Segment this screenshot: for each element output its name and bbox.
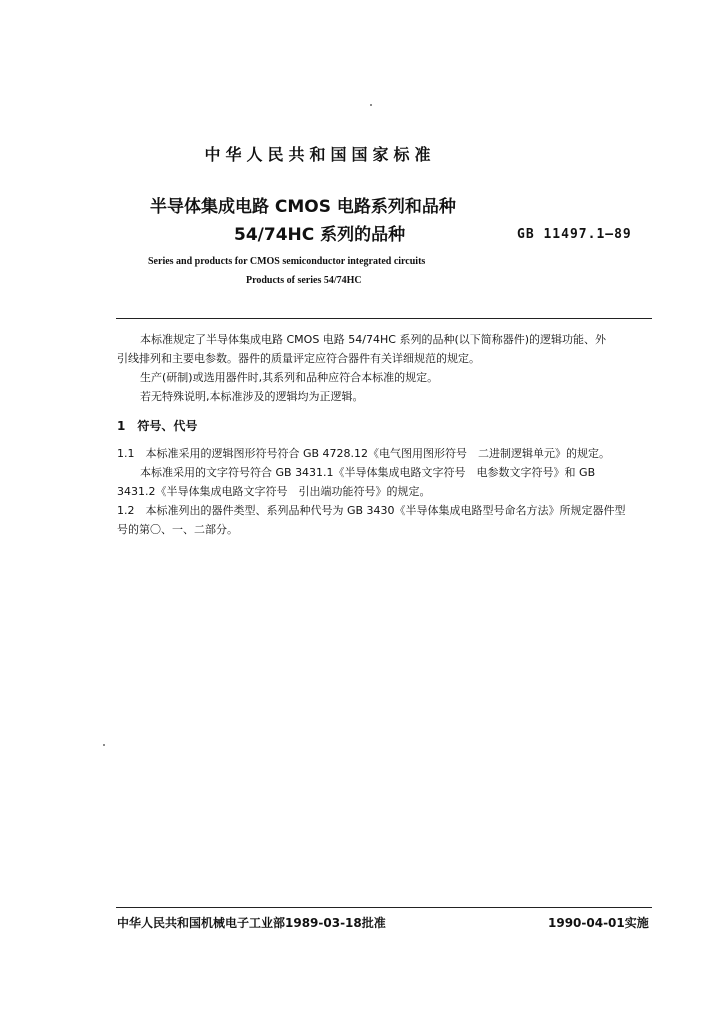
english-title-line-2: Products of series 54/74HC bbox=[246, 275, 362, 286]
issuer-approval: 中华人民共和国机械电子工业部1989-03-18批准 bbox=[117, 916, 386, 930]
intro-line-1: 本标准规定了半导体集成电路 CMOS 电路 54/74HC 系列的品种(以下简称器件)的逻辑功能、外 bbox=[140, 333, 607, 346]
document-title-line-2: 54/74HC 系列的品种 bbox=[234, 225, 406, 245]
intro-line-2: 引线排列和主要电参数。器件的质量评定应符合器件有关详细规范的规定。 bbox=[117, 352, 480, 365]
clause-1-1-line-2: 本标准采用的文字符号符合 GB 3431.1《半导体集成电路文字符号 电参数文字符号》和 GB bbox=[140, 466, 596, 479]
header-divider bbox=[116, 318, 652, 319]
clause-1-1-line-1: 1.1 本标准采用的逻辑图形符号符合 GB 4728.12《电气图用图形符号 二进制逻辑单元》的规定。 bbox=[117, 447, 611, 460]
effective-date: 1990-04-01实施 bbox=[548, 916, 649, 930]
scan-speck bbox=[370, 104, 372, 106]
section-1-heading: 1 符号、代号 bbox=[117, 419, 198, 433]
english-title-line-1: Series and products for CMOS semiconductor integrated circuits bbox=[148, 256, 426, 267]
scan-speck bbox=[103, 744, 105, 746]
clause-1-2-line-2: 号的第〇、一、二部分。 bbox=[117, 523, 238, 536]
footer-divider bbox=[116, 907, 652, 908]
document-title-line-1: 半导体集成电路 CMOS 电路系列和品种 bbox=[150, 197, 456, 217]
clause-1-2-line-1: 1.2 本标准列出的器件类型、系列品种代号为 GB 3430《半导体集成电路型号命名方法》所规定器件型 bbox=[117, 504, 626, 517]
intro-line-4: 若无特殊说明,本标准涉及的逻辑均为正逻辑。 bbox=[140, 390, 364, 403]
intro-line-3: 生产(研制)或选用器件时,其系列和品种应符合本标准的规定。 bbox=[140, 371, 439, 384]
clause-1-1-line-3: 3431.2《半导体集成电路文字符号 引出端功能符号》的规定。 bbox=[117, 485, 431, 498]
standard-number: GB 11497.1—89 bbox=[517, 227, 632, 242]
national-standard-header: 中华人民共和国国家标准 bbox=[204, 145, 436, 164]
